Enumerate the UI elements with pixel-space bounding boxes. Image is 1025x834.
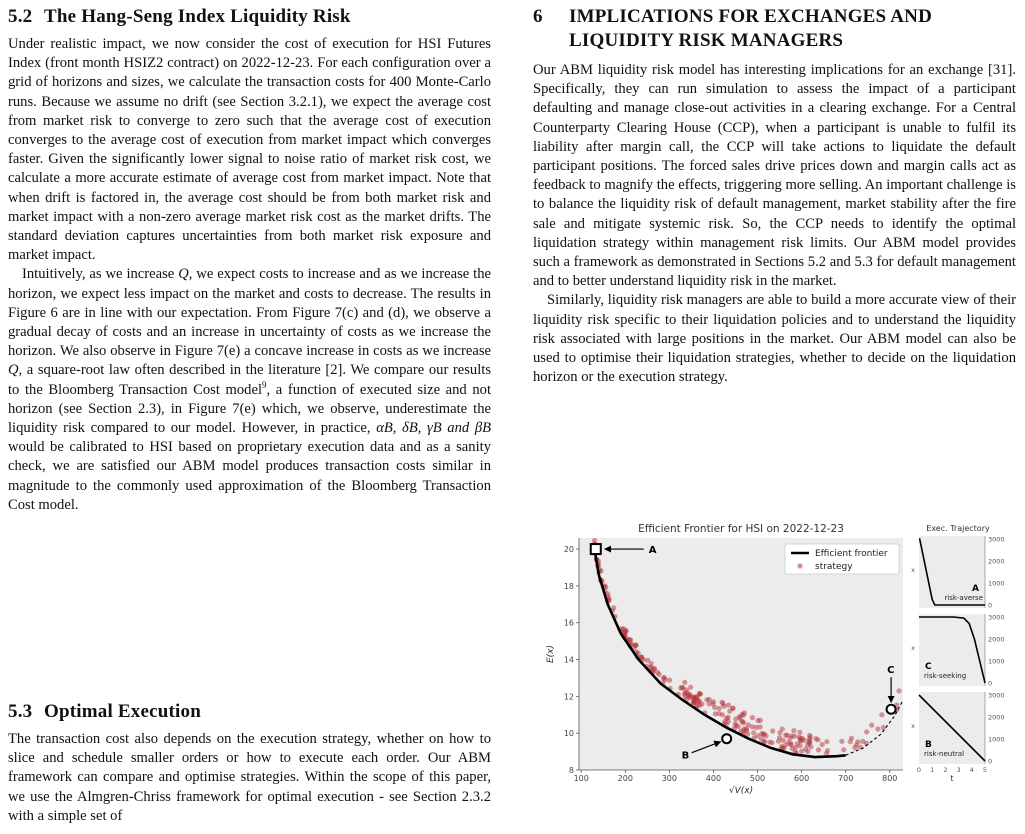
- strategy-point: [707, 697, 712, 702]
- section-6-body: [533, 61, 1016, 387]
- strategy-point: [815, 737, 820, 742]
- math-greek: αB, δB, γB and βB: [376, 420, 491, 437]
- strategy-point: [624, 628, 629, 633]
- trajectory-y-tick-label: 3000: [988, 535, 1005, 544]
- footnote-mark: 9: [262, 379, 267, 390]
- trajectory-y-tick-label: 1000: [988, 579, 1005, 588]
- y-axis: [564, 538, 579, 775]
- strategy-point: [816, 747, 821, 752]
- x-tick-label: 500: [749, 774, 766, 783]
- strategy-point: [869, 723, 874, 728]
- strategy-point: [759, 736, 764, 741]
- section-5-3-heading: [8, 700, 201, 724]
- strategy-point: [797, 730, 802, 735]
- legend-label: Efficient frontier: [815, 549, 888, 559]
- strategy-point: [825, 748, 830, 753]
- trajectory-name: risk-neutral: [924, 750, 965, 758]
- strategy-point: [783, 733, 788, 738]
- x-tick-label: 200: [617, 774, 633, 783]
- x-tick-label: 600: [793, 774, 810, 783]
- strategy-point: [855, 739, 860, 744]
- trajectory-panel-risk-seeking: [911, 614, 1004, 688]
- trajectory-y-label: x: [911, 644, 915, 652]
- strategy-point: [879, 712, 884, 717]
- trajectory-x-tick-label: 3: [956, 766, 961, 774]
- trajectory-y-tick-label: 2000: [988, 713, 1005, 722]
- strategy-point: [758, 724, 763, 729]
- trajectory-panel-risk-averse: [911, 536, 1004, 610]
- x-tick-label: 800: [882, 774, 898, 783]
- strategy-point: [713, 711, 718, 716]
- y-tick-label: 16: [563, 618, 574, 628]
- trajectory-y-tick-label: 0: [988, 757, 993, 766]
- point-c-label: C: [887, 665, 895, 677]
- trajectory-x-tick-label: 5: [982, 766, 988, 774]
- legend: [785, 544, 899, 574]
- strategy-point: [688, 695, 693, 700]
- strategy-point: [712, 705, 717, 710]
- section-title-line-1: IMPLICATIONS FOR EXCHANGES AND: [569, 6, 932, 27]
- strategy-point: [897, 688, 902, 693]
- x-tick-label: 100: [573, 774, 589, 783]
- strategy-point: [721, 704, 726, 709]
- strategy-point: [662, 675, 667, 680]
- strategy-point: [699, 701, 704, 706]
- x-axis-label: √V(x): [728, 786, 754, 796]
- trajectory-name: risk-averse: [944, 594, 983, 602]
- strategy-point: [720, 712, 725, 717]
- section-number: 5.2: [8, 6, 33, 27]
- math-q: Q: [178, 266, 189, 283]
- trajectory-y-tick-label: 1000: [988, 657, 1005, 666]
- strategy-point: [820, 742, 825, 747]
- strategy-point: [737, 714, 742, 719]
- strategy-point: [682, 680, 687, 685]
- strategy-point: [805, 749, 810, 754]
- strategy-point: [770, 728, 775, 733]
- strategy-point: [726, 703, 731, 708]
- text-run: , we expect costs to increase and as we increase the horizon, we expect less impact on the market and costs to decrease. The results in Figure 6 are in line with our expectation. From Figure 7(c) and (d), we observe a gradual decay of costs and an increase in uncertainty of costs as we increase the horizon. We also observe in Figure 7(e) a concave increase in costs as we increase: [8, 266, 491, 360]
- section-title: Optimal Execution: [44, 701, 201, 722]
- strategy-point: [849, 736, 854, 741]
- trajectory-x-tick-label: 4: [969, 766, 974, 774]
- trajectory-y-tick-label: 0: [988, 601, 993, 610]
- y-tick-label: 12: [563, 692, 574, 702]
- point-c-marker: [887, 705, 896, 714]
- trajectory-y-tick-label: 2000: [988, 557, 1005, 566]
- strategy-point: [881, 725, 886, 730]
- trajectory-letter: B: [925, 740, 932, 750]
- trajectory-title: Exec. Trajectory: [926, 524, 990, 533]
- trajectory-y-tick-label: 2000: [988, 635, 1005, 644]
- y-tick-label: 10: [563, 729, 574, 739]
- y-tick-label: 8: [568, 766, 574, 775]
- strategy-point: [667, 678, 672, 683]
- paragraph: The transaction cost also depends on the execution strategy, whether on how to slice and schedule smaller orders or how to execute each order. Our ABM framework can compare and optimise strategies. Within the scope of this paper, we use the Almgren-Chriss framework for optimal execution - see Section 2.3.2 with a simple set of: [8, 731, 491, 824]
- trajectory-x-tick-label: 1: [930, 766, 935, 774]
- trajectory-x-tick-label: 2: [943, 766, 948, 774]
- strategy-point: [852, 745, 857, 750]
- x-tick-label: 700: [838, 774, 854, 783]
- text-run: , a function of executed size and not horizon (see Section 2.3), in Figure 7(e) which, we observe, underestimate the liquidity risk compared to our model. However, in practice,: [8, 381, 491, 437]
- strategy-point: [634, 643, 639, 648]
- legend-label: strategy: [815, 562, 853, 572]
- trajectory-y-label: x: [911, 566, 915, 574]
- strategy-point: [858, 745, 863, 750]
- point-b-label: B: [681, 750, 690, 762]
- strategy-point: [684, 687, 689, 692]
- trajectory-x-tick-label: 0: [916, 766, 922, 774]
- strategy-point: [792, 734, 797, 739]
- strategy-point: [742, 726, 747, 731]
- section-title-line-2: LIQUIDITY RISK MANAGERS: [569, 30, 844, 51]
- point-b-marker: [722, 734, 731, 743]
- strategy-point: [781, 738, 786, 743]
- y-tick-label: 18: [563, 581, 574, 591]
- text-run: , a square-root law often described in the literature [2]. We compare our results to the Bloomberg Transaction Cost model: [8, 362, 491, 398]
- trajectory-name: risk-seeking: [924, 672, 967, 680]
- trajectory-y-tick-label: 0: [988, 679, 993, 688]
- strategy-point: [798, 738, 803, 743]
- section-6-heading: [533, 5, 932, 53]
- strategy-point: [839, 739, 844, 744]
- paragraph: Similarly, liquidity risk managers are able to build a more accurate view of their liquidity risk specific to their liquidation policies and to understand the liquidity risk associated with large positions in the market. Our ABM model can also be used to optimise their liquidation strategies, whether to decide on the liquidation horizon or the execution strategy.: [533, 292, 1016, 386]
- trajectory-letter: A: [972, 584, 979, 594]
- y-tick-label: 14: [563, 655, 574, 665]
- trajectory-y-tick-label: 1000: [988, 735, 1005, 744]
- strategy-point: [793, 745, 798, 750]
- text-run: would be calibrated to HSI based on proprietary execution data and as a sanity check, we are satisfied our ABM model produces transaction costs similar in magnitude to the commonly used approximation of the Bloomberg Transaction Cost model.: [8, 439, 491, 513]
- section-5-2-heading: [8, 5, 351, 29]
- strategy-point: [776, 739, 781, 744]
- section-5-3-body: [8, 730, 491, 826]
- strategy-point: [770, 740, 775, 745]
- paragraph: Under realistic impact, we now consider the cost of execution for HSI Futures Index (front month HSIZ2 contract) on 2022-12-23. For each configuration over a grid of horizons and sizes, we calculate the transaction costs for 400 Monte-Carlo runs. Because we assume no drift (see Section 3.2.1), we expect the average cost from market risk to converge to zero such that the average cost of execution converges to the average cost of execution from market impact which converges faster. Given the significantly lower signal to noise ratio of market risk cost, we calculate a more accurate estimate of average cost from market impact. Note that when drift is factored in, the average cost should be from both market risk and market impact with a non-zero average market risk cost as the market drifts. The standard deviation captures uncertainties from both market risk exposure and market impact.: [8, 36, 491, 264]
- paragraph: Our ABM liquidity risk model has interesting implications for an exchange [31]. Specifically, they can run simulation to assess the impact of a participant defaulting and manage close-out activities in a clearing exchange. For a Central Counterparty Clearing House (CCP), when a participant is unable to fulfil its liability after margin call, the CCP will take actions to liquidate the default participant positions. The forced sales drive prices down and margin calls act as feedback to magnify the effects, triggering more selling. An important challenge is to balance the liquidity risk of default management, market stability after the fire sale and mitigate systemic risk. So, the CCP needs to identify the optimal liquidation strategy within management risk limits. Our ABM model provides such a framework as demonstrated in Sections 5.2 and 5.3 for default management and to better understand liquidity risk in the market.: [533, 62, 1016, 290]
- section-5-2-body: [8, 35, 491, 515]
- strategy-point: [875, 726, 880, 731]
- section-title: The Hang-Seng Index Liquidity Risk: [44, 6, 351, 27]
- paragraph: [8, 265, 491, 515]
- strategy-point: [717, 706, 722, 711]
- strategy-point: [645, 658, 650, 663]
- strategy-point: [746, 722, 751, 727]
- section-number: 5.3: [8, 701, 33, 722]
- point-a-marker: [591, 544, 601, 554]
- main-plot: [546, 523, 903, 796]
- strategy-point: [860, 739, 865, 744]
- trajectory-x-label: t: [950, 774, 954, 783]
- text-run: Intuitively, as we increase: [22, 266, 179, 283]
- strategy-point: [788, 741, 793, 746]
- chart-title: Efficient Frontier for HSI on 2022-12-23: [638, 523, 844, 535]
- trajectory-y-label: x: [911, 722, 915, 730]
- efficient-frontier-figure: [533, 518, 1025, 808]
- strategy-point: [724, 716, 729, 721]
- y-axis-label: E(x): [546, 644, 556, 664]
- trajectory-panels: [911, 536, 1004, 775]
- strategy-point: [777, 730, 782, 735]
- math-q: Q: [8, 362, 19, 379]
- strategy-point: [657, 672, 662, 677]
- strategy-point: [824, 739, 829, 744]
- legend-dot-swatch: [797, 563, 802, 568]
- strategy-point: [808, 744, 813, 749]
- strategy-point: [841, 747, 846, 752]
- section-number: 6: [533, 6, 543, 27]
- strategy-point: [694, 695, 699, 700]
- strategy-point: [755, 718, 760, 723]
- strategy-point: [791, 728, 796, 733]
- trajectory-letter: C: [925, 662, 932, 672]
- strategy-point: [727, 709, 732, 714]
- strategy-point: [761, 731, 766, 736]
- x-axis: [574, 770, 903, 783]
- trajectory-panel-risk-neutral: [911, 692, 1004, 775]
- strategy-point: [750, 715, 755, 720]
- trajectory-y-tick-label: 3000: [988, 691, 1005, 700]
- strategy-point: [733, 721, 738, 726]
- trajectory-y-tick-label: 3000: [988, 613, 1005, 622]
- strategy-point: [788, 736, 793, 741]
- x-tick-label: 400: [705, 774, 722, 783]
- y-tick-label: 20: [563, 545, 574, 555]
- strategy-point: [864, 729, 869, 734]
- strategy-point: [751, 730, 756, 735]
- point-a-label: A: [648, 545, 657, 557]
- strategy-point: [611, 605, 616, 610]
- x-tick-label: 300: [661, 774, 678, 783]
